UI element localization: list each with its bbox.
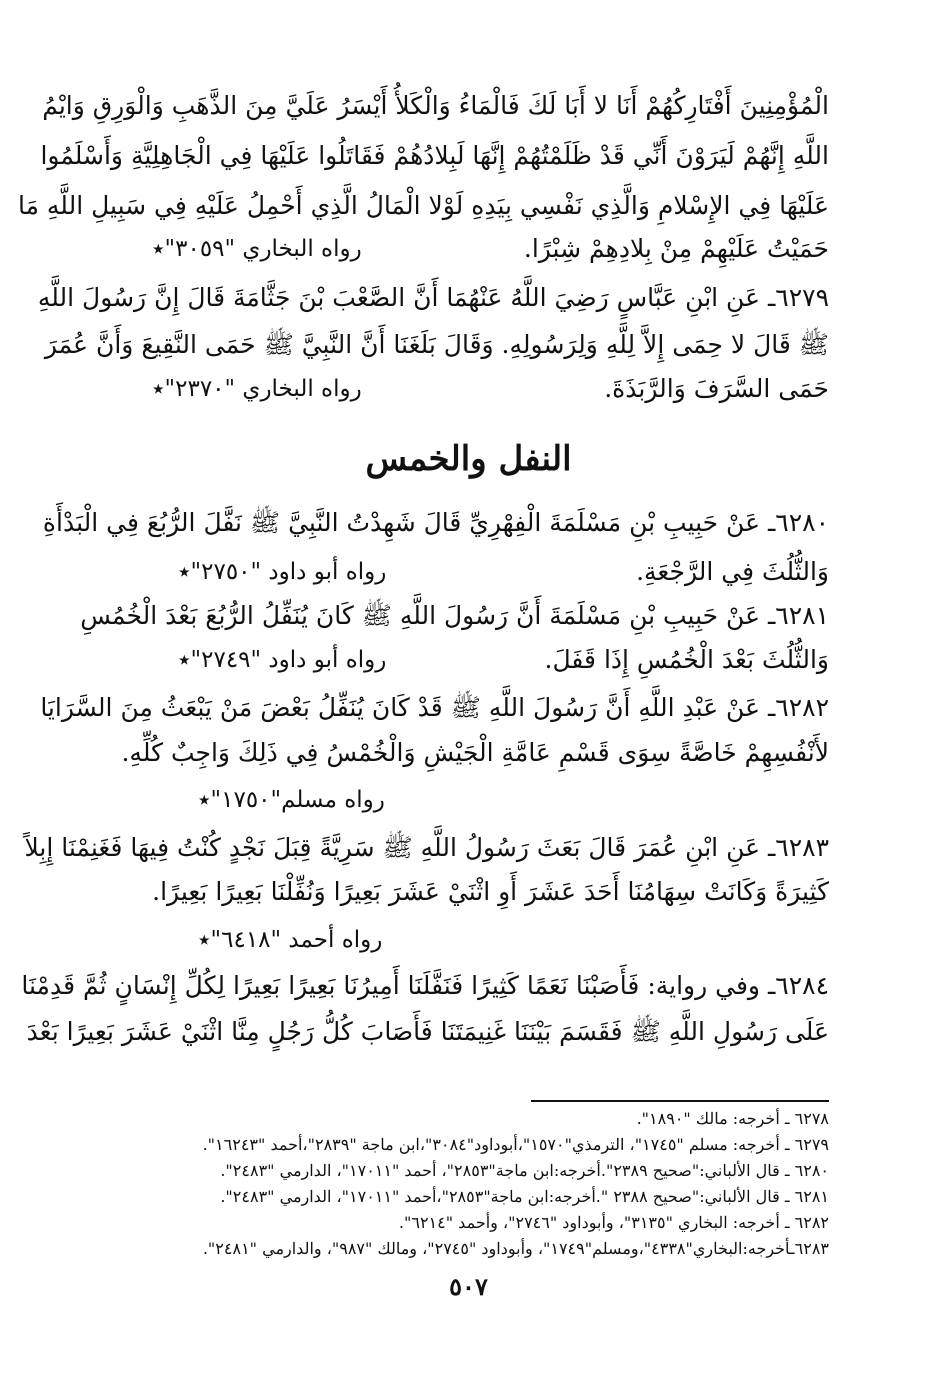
text-line: حَمَى السَّرَفَ وَالرَّبَذَةَ.: [604, 374, 829, 403]
footnote: ٦٢٨١ ـ قال الألباني:"صحيح ٢٣٨٨ ".أخرجه:ابن ماجة"٢٨٥٣"،أحمد "١٧٠١١"، الدارمي "٢٤٨٣".: [220, 1187, 829, 1206]
footnote: ٦٢٧٩ ـ أخرجه: مسلم "١٧٤٥"، الترمذي"١٥٧٠"،أبوداود"٣٠٨٤"،ابن ماجة "٢٨٣٩"،أحمد "١٦٢٤٣".: [202, 1135, 829, 1154]
text-line: ٦٢٨٠ـ عَنْ حَبِيبِ بْنِ مَسْلَمَةَ الْفِهْرِيِّ قَالَ شَهِدْتُ النَّبِيَّ ﷺ نَفَّلَ الرُّبُعَ فِي الْبَدْأَةِ: [42, 508, 829, 537]
hadith-reference: رواه أبو داود "٢٧٤٩"٭: [178, 647, 387, 673]
footnote-separator: [531, 1100, 829, 1102]
text-line: لأَنْفُسِهِمْ خَاصَّةً سِوَى قَسْمِ عَامَّةِ الْجَيْشِ وَالْخُمْسُ فِي ذَلِكَ وَاجِبٌ كُلِّهِ.: [121, 738, 829, 767]
text-line: عَلَى رَسُولِ اللَّهِ ﷺ فَقَسَمَ بَيْنَنَا غَنِيمَتَنَا فَأَصَابَ كُلُّ رَجُلٍ مِنَّا اثْنَيْ عَشَرَ بَعِيرًا بَعْدَ: [26, 1017, 829, 1046]
text-line: ﷺ قَالَ لا حِمَى إِلاَّ لِلَّهِ وَلِرَسُولِهِ. وَقَالَ بَلَغَنَا أَنَّ النَّبِيَّ ﷺ حَمَى النَّقِيعَ وَأَنَّ عُمَرَ: [44, 330, 829, 359]
section-heading: النفل والخمس: [365, 439, 572, 479]
text-line: حَمَيْتُ عَلَيْهِمْ مِنْ بِلادِهِمْ شِبْرًا.: [523, 234, 829, 263]
text-line: ٦٢٨٢ـ عَنْ عَبْدِ اللَّهِ أَنَّ رَسُولَ اللَّهِ ﷺ قَدْ كَانَ يُنَفِّلُ بَعْضَ مَنْ يَبْعَثُ مِنَ السَّرَايَا: [40, 693, 829, 722]
hadith-reference: رواه مسلم"١٧٥٠"٭: [198, 787, 385, 813]
footnote: ٦٢٨٢ ـ أخرجه: البخاري "٣١٣٥"، وأبوداود "٢٧٤٦"، وأحمد "٦٢١٤".: [398, 1213, 829, 1232]
text-line: وَالثُّلُثَ بَعْدَ الْخُمُسِ إِذَا قَفَلَ.: [544, 645, 829, 674]
text-line: عَلَيْهَا فِي الإِسْلامِ وَالَّذِي نَفْسِي بِيَدِهِ لَوْلا الْمَالُ الَّذِي أَحْمِلُ عَلَيْهِ فِي سَبِيلِ اللَّهِ مَا: [17, 191, 829, 220]
text-line: الْمُؤْمِنِينَ أَفْتَارِكُهُمْ أَنَا لا أَبَا لَكَ فَالْمَاءُ وَالْكَلأُ أَيْسَرُ عَلَيَّ مِنَ الذَّهَبِ وَالْوَرِقِ وَايْمُ: [42, 91, 829, 120]
text-line: اللَّهِ إِنَّهُمْ لَيَرَوْنَ أَنِّي قَدْ ظَلَمْتُهُمْ إِنَّهَا لَبِلادُهُمْ فَقَاتَلُوا عَلَيْهَا فِي الْجَاهِلِيَّةِ وَأَسْلَمُوا: [40, 141, 829, 170]
hadith-reference: رواه أبو داود "٢٧٥٠"٭: [178, 559, 387, 585]
text-line: وَالثُّلُثَ فِي الرَّجْعَةِ.: [636, 557, 829, 586]
footnote: ٦٢٧٨ ـ أخرجه: مالك "١٨٩٠".: [636, 1109, 829, 1128]
hadith-reference: رواه البخاري "٣٠٥٩"٭: [152, 236, 362, 262]
text-line: ٦٢٧٩ـ عَنِ ابْنِ عَبَّاسٍ رَضِيَ اللَّهُ عَنْهُمَا أَنَّ الصَّعْبَ بْنَ جَثَّامَةَ قَالَ إِنَّ رَسُولَ اللَّهِ: [37, 283, 829, 312]
text-line: ٦٢٨١ـ عَنْ حَبِيبِ بْنِ مَسْلَمَةَ أَنَّ رَسُولَ اللَّهِ ﷺ كَانَ يُنَفِّلُ الرُّبُعَ بَعْدَ الْخُمُسِ: [80, 601, 829, 630]
hadith-reference: رواه البخاري "٢٣٧٠"٭: [152, 376, 362, 402]
page-number: ٥٠٧: [449, 1272, 488, 1301]
footnote: ٦٢٨٣ـأخرجه:البخاري"٤٣٣٨"،ومسلم"١٧٤٩"، وأبوداود "٢٧٤٥"، ومالك "٩٨٧"، والدارمي "٢٤٨١".: [202, 1239, 829, 1258]
text-line: كَثِيرَةً وَكَانَتْ سِهَامُنَا أَحَدَ عَشَرَ أَوِ اثْنَيْ عَشَرَ بَعِيرًا وَنُفِّلْنَا بَعِيرًا بَعِيرًا.: [152, 877, 829, 906]
text-line: ٦٢٨٣ـ عَنِ ابْنِ عُمَرَ قَالَ بَعَثَ رَسُولُ اللَّهِ ﷺ سَرِيَّةً قِبَلَ نَجْدٍ كُنْتُ فِيهَا فَغَنِمْنَا إِبِلاً: [24, 833, 829, 862]
footnote: ٦٢٨٠ ـ قال الألباني:"صحيح ٢٣٨٩".أخرجه:ابن ماجة"٢٨٥٣"، أحمد "١٧٠١١"، الدارمي "٢٤٨٣".: [220, 1161, 829, 1180]
text-line: ٦٢٨٤ـ وفي رواية: فَأَصَبْنَا نَعَمًا كَثِيرًا فَنَفَّلَنَا أَمِيرُنَا بَعِيرًا بَعِيرًا لِكُلِّ إِنْسَانٍ ثُمَّ قَدِمْنَا: [21, 971, 829, 1000]
hadith-reference: رواه أحمد "٦٤١٨"٭: [198, 927, 383, 953]
